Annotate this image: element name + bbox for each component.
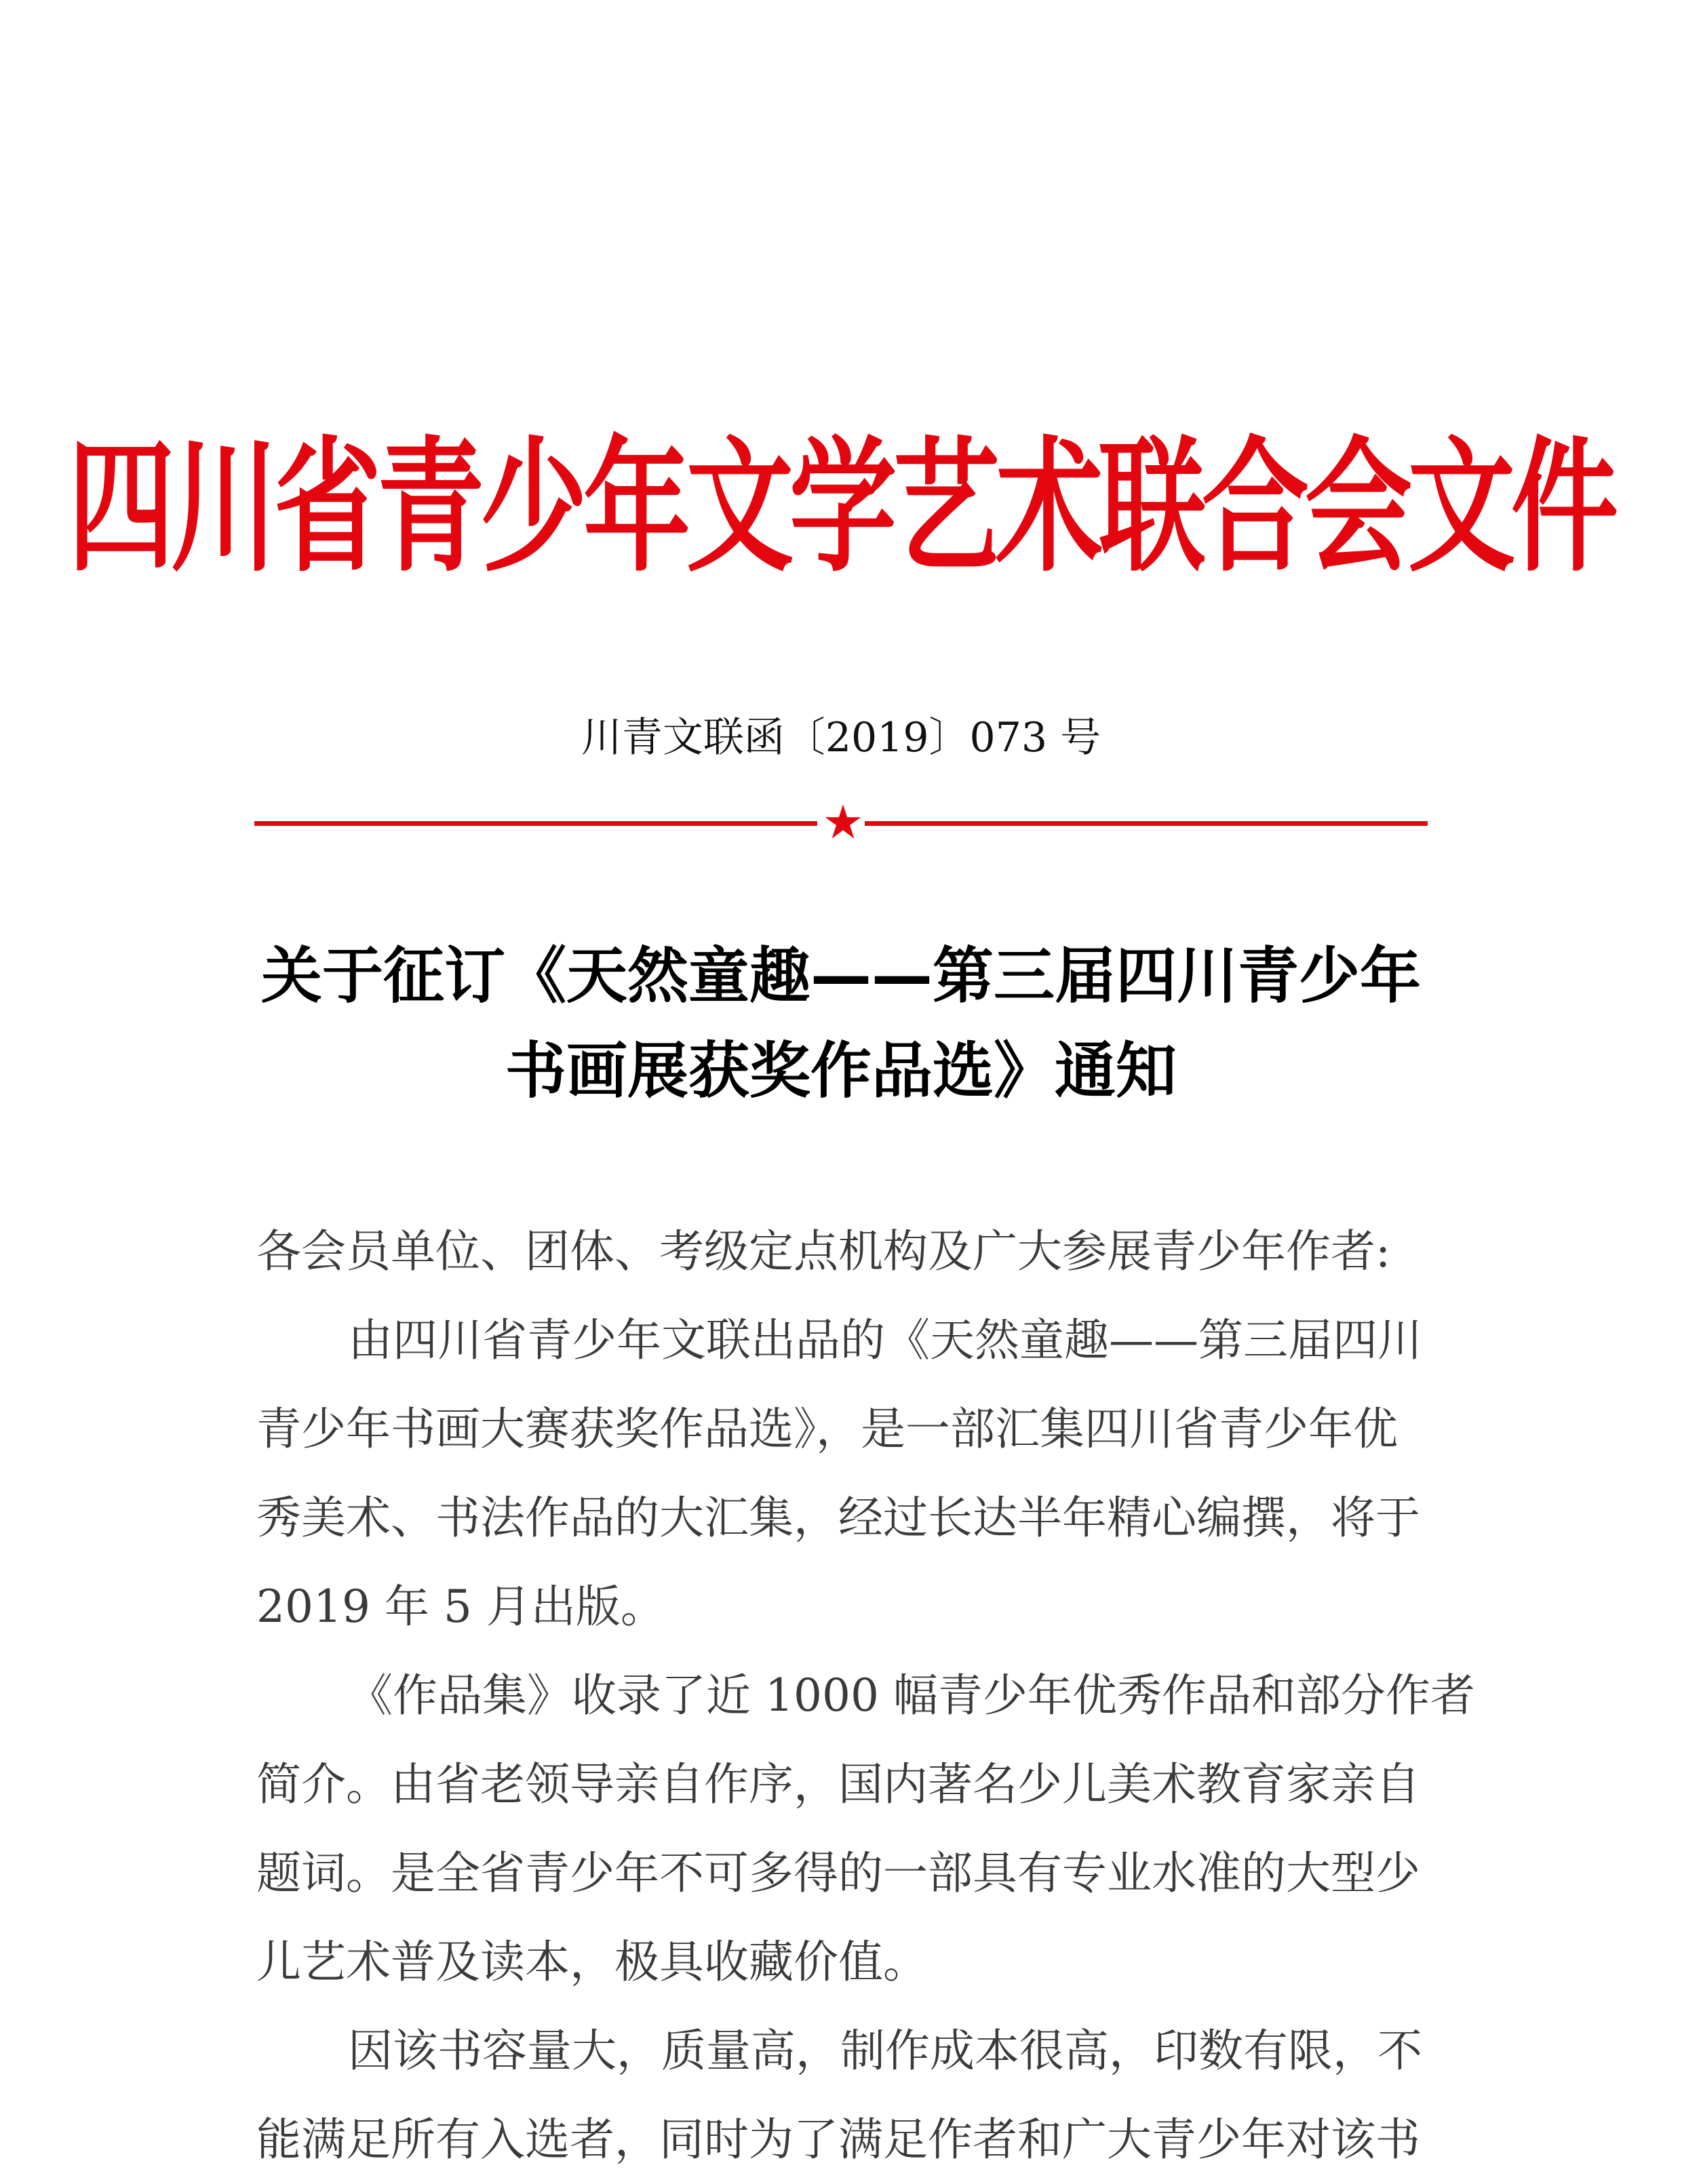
body-line: 题词。是全省青少年不可多得的一部具有专业水准的大型少 bbox=[256, 1847, 1420, 1899]
body-line: 青少年书画大赛获奖作品选》，是一部汇集四川省青少年优 bbox=[256, 1403, 1398, 1455]
red-divider bbox=[254, 799, 1428, 846]
body-text bbox=[256, 1207, 1475, 2184]
organization-header: 四川省青少年文学艺术联合会文件 bbox=[68, 423, 1614, 592]
salutation: 各会员单位、团体、考级定点机构及广大参展青少年作者: bbox=[256, 1225, 1391, 1277]
body-line: 《作品集》收录了近 1000 幅青少年优秀作品和部分作者 bbox=[348, 1669, 1475, 1722]
divider-line-left bbox=[254, 821, 817, 826]
divider-line-right bbox=[865, 821, 1428, 826]
notice-title bbox=[251, 929, 1431, 1119]
body-line: 儿艺术普及读本，极具收藏价值。 bbox=[256, 1936, 928, 1988]
star-icon bbox=[824, 803, 862, 841]
notice-title-line-2: 书画展获奖作品选》通知 bbox=[505, 1035, 1177, 1107]
body-line: 能满足所有入选者，同时为了满足作者和广大青少年对该书 bbox=[256, 2113, 1420, 2166]
body-line: 秀美术、书法作品的大汇集，经过长达半年精心编撰，将于 bbox=[256, 1492, 1420, 1544]
notice-title-line-1: 关于征订《天然童趣——第三届四川青少年 bbox=[261, 940, 1421, 1012]
document-number: 川青文联函〔2019〕073 号 bbox=[581, 714, 1101, 761]
body-line: 因该书容量大，质量高，制作成本很高，印数有限，不 bbox=[348, 2025, 1422, 2077]
body-line: 由四川省青少年文联出品的《天然童趣——第三届四川 bbox=[348, 1314, 1422, 1366]
body-line: 简介。由省老领导亲自作序，国内著名少儿美术教育家亲自 bbox=[256, 1758, 1420, 1810]
body-line: 2019 年 5 月出版。 bbox=[256, 1581, 665, 1633]
